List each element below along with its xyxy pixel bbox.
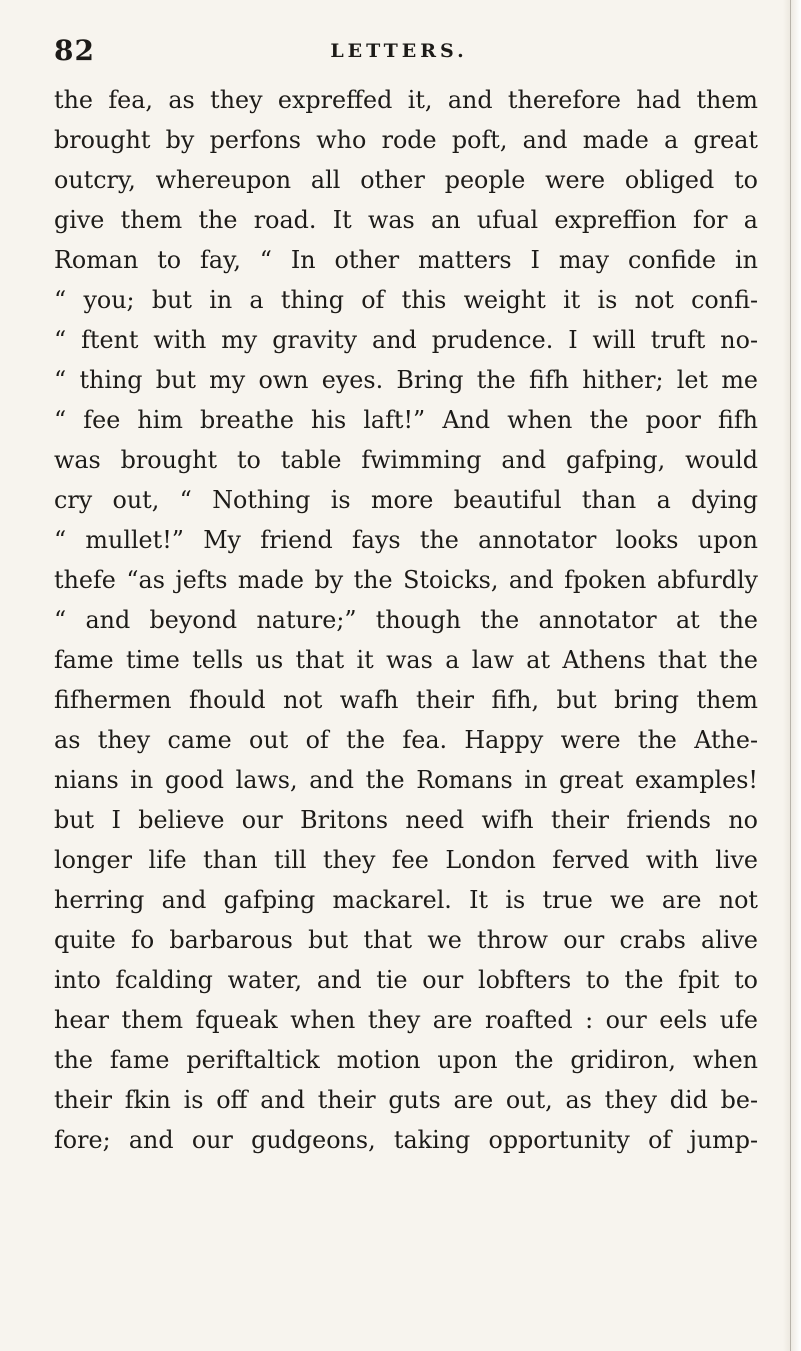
text-line: give them the road. It was an ufual expreffion for a bbox=[54, 206, 758, 234]
text-line: Roman to fay, “ In other matters I may confide in bbox=[54, 246, 758, 274]
text-line: the fea, as they expreffed it, and therefore had them bbox=[54, 86, 758, 114]
text-line: hear them fqueak when they are roafted : our eels ufe bbox=[54, 1006, 758, 1034]
text-line: “ fee him breathe his laft!” And when the poor fifh bbox=[54, 406, 758, 434]
text-line: “ thing but my own eyes. Bring the fifh hither; let me bbox=[54, 366, 758, 394]
text-line: “ mullet!” My friend fays the annotator looks upon bbox=[54, 526, 758, 554]
text-line: but I believe our Britons need wifh their friends no bbox=[54, 806, 758, 834]
text-line: was brought to table fwimming and gafping, would bbox=[54, 446, 758, 474]
text-line: quite fo barbarous but that we throw our crabs alive bbox=[54, 926, 758, 954]
text-line: fifhermen fhould not wafh their fifh, but bring them bbox=[54, 686, 758, 714]
text-line: “ you; but in a thing of this weight it is not confi- bbox=[54, 286, 758, 314]
text-line: fame time tells us that it was a law at Athens that the bbox=[54, 646, 758, 674]
text-line: “ and beyond nature;” though the annotator at the bbox=[54, 606, 758, 634]
page-number: 82 bbox=[54, 34, 95, 67]
text-line: cry out, “ Nothing is more beautiful than a dying bbox=[54, 486, 758, 514]
text-line: longer life than till they fee London ferved with live bbox=[54, 846, 758, 874]
text-line: thefe “as jefts made by the Stoicks, and fpoken abfurdly bbox=[54, 566, 758, 594]
text-line: into fcalding water, and tie our lobfters to the fpit to bbox=[54, 966, 758, 994]
page-edge-shadow bbox=[783, 0, 801, 1351]
page-edge-line bbox=[790, 0, 791, 1351]
text-line: herring and gafping mackarel. It is true we are not bbox=[54, 886, 758, 914]
text-line: fore; and our gudgeons, taking opportunity of jump- bbox=[54, 1126, 758, 1154]
running-head: LETTERS. bbox=[330, 40, 468, 62]
text-line: brought by perfons who rode poft, and made a great bbox=[54, 126, 758, 154]
text-line: their fkin is off and their guts are out, as they did be- bbox=[54, 1086, 758, 1114]
text-line: nians in good laws, and the Romans in great examples! bbox=[54, 766, 758, 794]
body-text bbox=[54, 80, 758, 1160]
page-header bbox=[54, 30, 744, 70]
text-line: as they came out of the fea. Happy were the Athe- bbox=[54, 726, 758, 754]
text-line: the fame periftaltick motion upon the gridiron, when bbox=[54, 1046, 758, 1074]
text-line: “ ftent with my gravity and prudence. I will truft no- bbox=[54, 326, 758, 354]
text-line: outcry, whereupon all other people were obliged to bbox=[54, 166, 758, 194]
